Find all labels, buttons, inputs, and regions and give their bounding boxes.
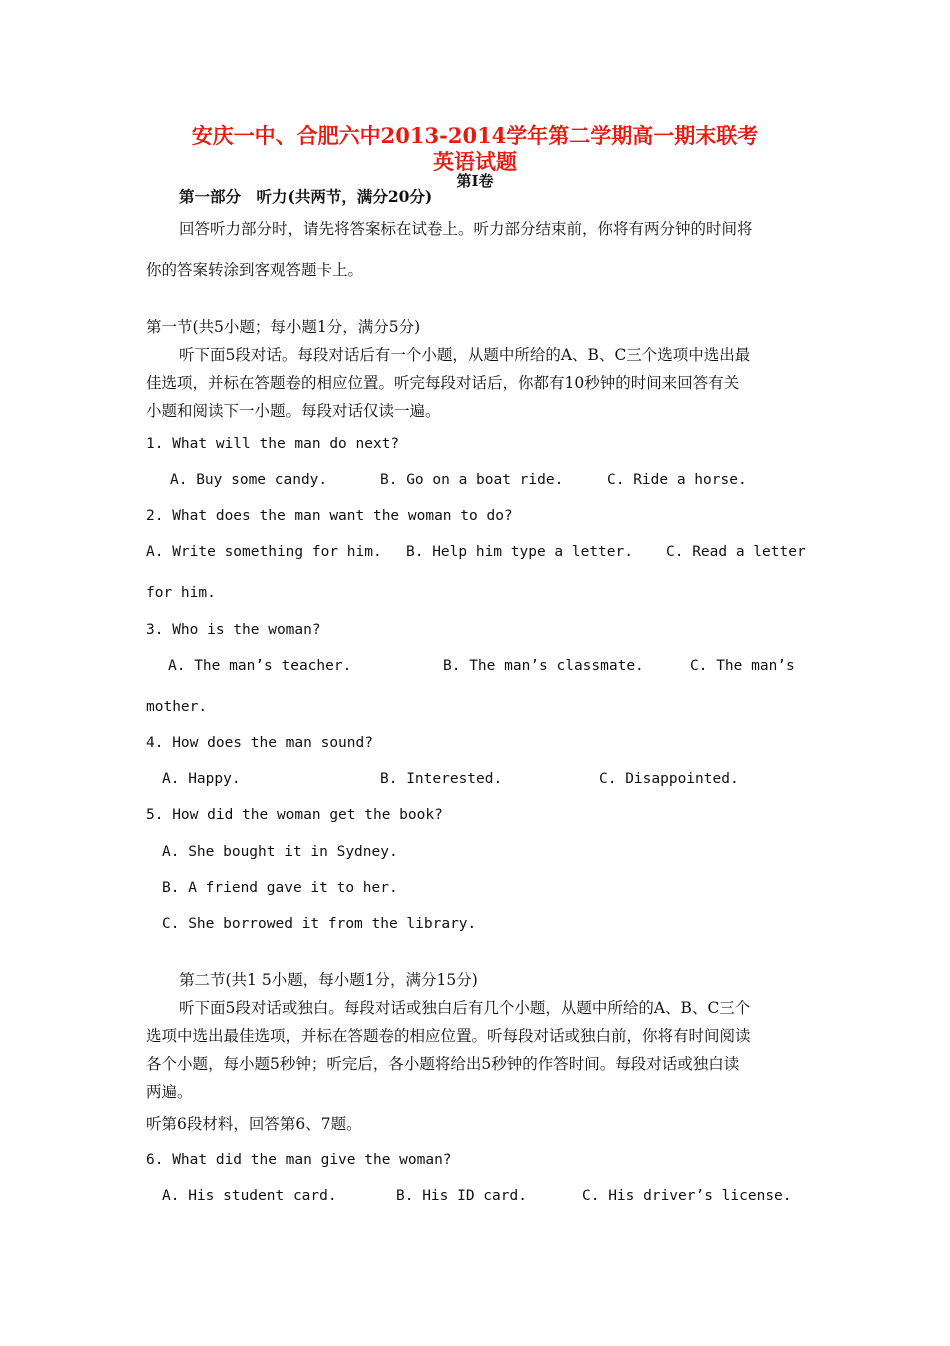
- question-3-option-c: C. The man’s: [690, 658, 795, 674]
- question-4-option-b: B. Interested.: [380, 771, 503, 787]
- section1-intro-line1: 听下面5段对话。每段对话后有一个小题，从题中所给的A、B、C三个选项中选出最: [179, 346, 751, 364]
- exam-subtitle: 英语试题: [433, 149, 517, 174]
- question-6-stem: 6. What did the man give the woman?: [146, 1152, 452, 1168]
- question-2-stem: 2. What does the man want the woman to do?: [146, 508, 513, 524]
- part1-heading: 第一部分 听力(共两节，满分20分): [179, 187, 433, 206]
- question-1-option-c: C. Ride a horse.: [607, 472, 747, 488]
- question-4-stem: 4. How does the man sound?: [146, 735, 373, 751]
- volume-label: 第Ⅰ卷: [456, 172, 494, 190]
- question-5-stem: 5. How did the woman get the book?: [146, 807, 443, 823]
- question-2-option-a: A. Write something for him.: [146, 544, 382, 560]
- section2-intro-line2: 选项中选出最佳选项，并标在答题卷的相应位置。听每段对话或独白前，你将有时间阅读: [146, 1027, 751, 1045]
- question-2-option-c-continued: for him.: [146, 585, 216, 601]
- part1-instruction-line1: 回答听力部分时，请先将答案标在试卷上。听力部分结束前，你将有两分钟的时间将: [179, 220, 753, 238]
- question-3-option-a: A. The man’s teacher.: [168, 658, 352, 674]
- section1-intro-line3: 小题和阅读下一小题。每段对话仅读一遍。: [146, 402, 441, 420]
- question-5-option-a: A. She bought it in Sydney.: [162, 844, 398, 860]
- question-3-option-c-continued: mother.: [146, 699, 208, 715]
- section1-intro-line2: 佳选项，并标在答题卷的相应位置。听完每段对话后，你都有10秒钟的时间来回答有关: [146, 374, 740, 392]
- part1-instruction-line2: 你的答案转涂到客观答题卡上。: [146, 261, 364, 279]
- question-5-option-b: B. A friend gave it to her.: [162, 880, 398, 896]
- question-2-option-c: C. Read a letter: [666, 544, 806, 560]
- question-6-option-a: A. His student card.: [162, 1188, 337, 1204]
- section2-heading: 第二节(共1 5小题，每小题1分，满分15分): [179, 971, 478, 989]
- question-3-option-b: B. The man’s classmate.: [443, 658, 644, 674]
- section2-intro-line3: 各个小题，每小题5秒钟；听完后，各小题将给出5秒钟的作答时间。每段对话或独白读: [146, 1055, 740, 1073]
- question-4-option-a: A. Happy.: [162, 771, 241, 787]
- question-4-option-c: C. Disappointed.: [599, 771, 739, 787]
- material-6-instruction: 听第6段材料，回答第6、7题。: [146, 1115, 362, 1133]
- question-1-option-a: A. Buy some candy.: [170, 472, 328, 488]
- question-1-option-b: B. Go on a boat ride.: [380, 472, 564, 488]
- section2-intro-line4: 两遍。: [146, 1083, 193, 1101]
- question-3-stem: 3. Who is the woman?: [146, 622, 321, 638]
- exam-title: 安庆一中、合肥六中2013-2014学年第二学期高一期末联考: [191, 123, 759, 148]
- question-6-option-b: B. His ID card.: [396, 1188, 527, 1204]
- question-6-option-c: C. His driver’s license.: [582, 1188, 792, 1204]
- section2-intro-line1: 听下面5段对话或独白。每段对话或独白后有几个小题，从题中所给的A、B、C三个: [179, 999, 751, 1017]
- section1-heading: 第一节(共5小题；每小题1分，满分5分): [146, 318, 421, 336]
- question-2-option-b: B. Help him type a letter.: [406, 544, 633, 560]
- question-5-option-c: C. She borrowed it from the library.: [162, 916, 477, 932]
- question-1-stem: 1. What will the man do next?: [146, 436, 400, 452]
